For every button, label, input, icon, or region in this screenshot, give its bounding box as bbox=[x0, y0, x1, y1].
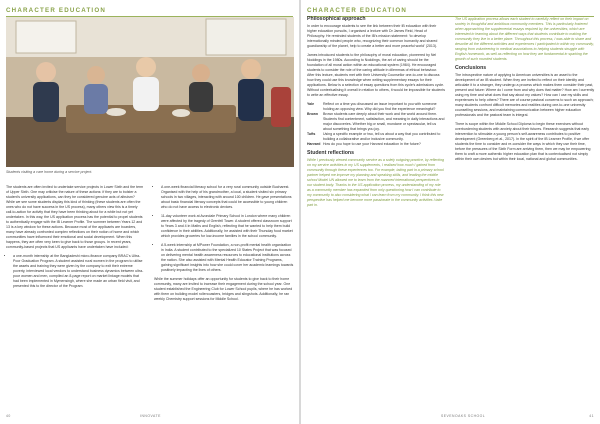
footer-title-left: INNOVATE bbox=[140, 414, 161, 418]
bullet-item: • a one-month internship at the Bangladeshi micro-finance company BRAC's Ultra-Poor Graduation Program. A student assisted rural women in the program to utilise the assets and training they were given by the company to exit their extreme poverty, interviewed local vendors to understand business dynamics between ultra-poor women and men, compiled an 8-page report on market linkage models that had been implemented in Mymensingh, where she made an urban field visit, and presented this to the director of the Program. bbox=[13, 254, 144, 289]
essay-question: Using a specific example or two, tell us about a way that you contributed to building a collaborative and/or inclusive community. bbox=[323, 132, 441, 141]
photo-caption: Students visiting a care home during a service project. bbox=[6, 170, 93, 174]
student-quote: The US application process allows each student to carefully reflect on their impact on society in thoughtful and ambitious community members. This is particularly fostered when approaching the supplemental essays required by the universities, which are interested in learning about the different ways that students contribute to making the community they live in a better place. Throughout this process, I was able to share and describe all the different activities and experiences I participated in within my community, ranging from volunteering in medical associations to helping students struggle with English homework, as well as reflecting on how they are fundamental in sparking the growth of such rounded students. bbox=[455, 17, 594, 61]
section-heading: Philosophical approach bbox=[307, 16, 366, 22]
left-col1-paragraph: The students are often invited to undertake service projects in Lower Sixth and the term of Upper Sixth. One may criticise the nature of these actions: if they are to bolster a student's university applications, can they be considered genuine acts of altruism? While we see some students display this kind of thinking (these students are often the ones who do not have success in the US process), many others view this is a timely call-to-action for activity that they have been thinking about for a while but not yet undertaken. In this way, the US application process has the potential to propel students to authentically engage with the IB Learner Profile. The summer between Years 12 and 13 is a key window for these actions. Because most of the applicants are boarders, many have already confronted complex reflections on their notion of home and which communities have influenced their emotional and social development. When this happens, they are often very keen to give back to those groups. In recent years, community-based projects that US applicants have undertaken have included: bbox=[6, 185, 144, 249]
bullet-item: • A 5-week internship at MPower Foundation, a non-profit mental health organization in India. A student contributed to the specialized 10 States Project that was focused on delivering mental health awareness resources to educational institutions across the nation. She also assisted with Mental Health Educator Training Programs, gaining significant insights into how she could cover her academic learnings towards positively impacting the lives of others. bbox=[161, 243, 294, 273]
paragraph: James introduced students to the philosophy of moral education, pioneered by Nel Noddings in the 1980s. According to Noddings, the art of caring should be the foundation of all moral action within an educational system (1984). He encouraged students to consider the role of the caring attitude in dilemmas of ethical behaviour. After this lecture, students met with their University Counsellor one-to-one to discuss how they could use this knowledge when writing supplementary essays for their applications. Below is a selection of essay questions from this cycle's admissions cycle. Without contextualising it overall in relation to others, it would be impossible for students to write an effective essay. bbox=[307, 53, 446, 97]
care-home-photo bbox=[6, 17, 294, 167]
paragraph: In order to encourage students to see the link between their IB education with their higher education pursuits, I organised a lecture with Dr James Reid, Head of Philosophy. He reminded students of the IB's mission statement: 'to develop internationally minded people who, recognizing their common humanity and shared guardianship of the planet, help to create a better and more peaceful world' (2013). bbox=[307, 24, 438, 48]
left-column-1 bbox=[6, 185, 144, 293]
essay-question-row bbox=[307, 102, 445, 112]
essay-question: Reflect on a time you discussed an issue important to you with someone holding an opposing view. Why did you find the experience meaningful? bbox=[323, 102, 437, 111]
bullet-item: • A one-week financial literacy school for a very rural community outside Bucharest. Organised with the help of his grandmother, a local, a student visited six primary schools in two villages, interacting with around 100 children. He gave presentations about basic financial literacy concepts that could be accessible to young children who do not have access to electronic devices. bbox=[161, 185, 294, 210]
university-name: Harvard bbox=[307, 142, 321, 146]
right-column-2 bbox=[455, 17, 595, 166]
section-heading: Student reflections bbox=[307, 150, 354, 156]
essay-question-list bbox=[307, 102, 445, 147]
university-name: Brown bbox=[307, 112, 319, 116]
university-name: Tufts bbox=[307, 132, 316, 136]
left-col2-paragraph: While the summer holidays offer an opportunity for students to give back to their home community, many are invited to increase their engagement during the school year. One student established the Engineering Club for Lower School pupils, where he has worked with them on building model rollercoasters, bridges and slingshots. Additionally, he ran weekly Chemistry support sessions for Middle School. bbox=[154, 277, 293, 301]
left-col1-bullets bbox=[6, 254, 144, 289]
university-name: Yale bbox=[307, 102, 315, 106]
footer-page-number-right: 41 bbox=[589, 414, 594, 418]
essay-question-row bbox=[307, 112, 445, 132]
right-page bbox=[301, 0, 600, 424]
paragraph: There is scope within the Middle School Diploma to begin these exercises without overburdening students with anxiety about their futures. Research suggests that early intervention to stimulate a young person's self-awareness contributes to positive development (Greenberg et al., 2017). In the spirit of the IB Learner Profile, if we offer students the time to consider and re-consider the ways in which they use their time, before the pressures of the Sixth Form are arriving them, then we may be empowering them to craft a more authentic higher education plan that is contextualised not simply within their own desires but within their local, national and global communities. bbox=[455, 122, 591, 161]
essay-question: Brown students care deeply about their work and the world around them. Students find contentment, satisfaction, and meaning in daily interactions and major discoveries. Whether big or small, mundane or spectacular, tell us about something that brings you joy. bbox=[323, 112, 445, 131]
right-column-1 bbox=[307, 17, 445, 212]
bullet-item: • 11-day volunteer work at Avondale Primary School in London where many children were affected by the tragedy of Grenfell Tower. A student offered classroom support to Years 3 and 4 in Maths and English, reflecting that he wanted to help them build confidence in their abilities. Additionally, he assisted with their Thursday food market which provides groceries for low-income families in the school community. bbox=[161, 214, 294, 239]
essay-question-row bbox=[307, 142, 445, 147]
student-quote: While I previously viewed community service as a solely outgoing practice, by reflecting on my service activities in my US supplements, I realised how much I gained from community through these experiences too. For example, taking part in a primary school partner helped me improve my planning and speaking skills, and leading the middle school Model UN allowed me to learn from the nuanced international perspectives in our student body. Thanks to the US application process, my understanding of my role as a community member has expanded from only questioning how I can contribute to my community to also considering what I can learn from my community. I think this new perspective has helped me become more passionate in the community activities I take part in. bbox=[307, 158, 445, 207]
footer-page-number-left: 40 bbox=[6, 414, 11, 418]
footer-title-right: SEVENOAKS SCHOOL bbox=[441, 414, 486, 418]
essay-question: How do you hope to use your Harvard education in the future? bbox=[323, 142, 421, 146]
section-heading: Conclusions bbox=[455, 65, 487, 71]
left-column-2 bbox=[154, 185, 294, 306]
essay-question-row bbox=[307, 132, 445, 142]
left-page bbox=[0, 0, 299, 424]
photo-illustration bbox=[6, 17, 294, 167]
running-head-left: CHARACTER EDUCATION bbox=[6, 7, 293, 17]
running-head-right: CHARACTER EDUCATION bbox=[307, 7, 594, 17]
left-col2-bullets bbox=[154, 185, 294, 273]
paragraph: The introspective nature of applying to American universities is an asset to the development of an IB student. When they are invited to reflect on their identity and articulate it to a stranger, they undergo a process which makes them consider their past, present and future: Where do I come from and why does that matter? How am I currently using my time and what does that say about my values? How can I use my skills and experiences to help others? There are of course pastoral concerns to such an approach; many students confront difficult memories and realities during one-to-one university counselling sessions, and maintaining communication between higher education professionals and the pastoral team is integral. bbox=[455, 73, 595, 117]
